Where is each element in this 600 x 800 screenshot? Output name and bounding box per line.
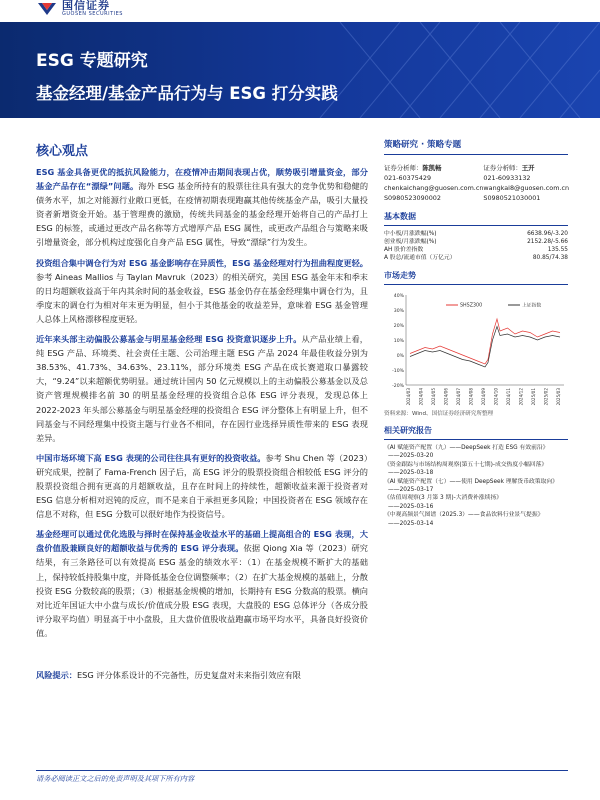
- logo-bar: [0, 0, 600, 22]
- x-tick-label: 2024/12: [518, 388, 524, 406]
- x-tick-label: 2024/05: [431, 388, 436, 406]
- paragraph-3: [36, 332, 368, 445]
- logo-en: GUOSEN SECURITIES: [62, 11, 123, 17]
- related-report-date: ——2025-03-20: [388, 453, 434, 460]
- analyst-2: [483, 163, 569, 203]
- paragraph-5-highlight: 基金经理可以通过优化选股与择时在保持基金收益水平的基础上提高组合的 ESG 表现，大盘价值股兼顾良好的超额收益与优秀的 ESG 评分表现。: [36, 529, 368, 554]
- related-report-date: ——2025-03-18: [388, 470, 434, 477]
- paragraph-4-highlight: 中国市场环境下高 ESG 表现的公司往往具有更好的投资收益。: [36, 452, 266, 463]
- risk-label: 风险提示：: [36, 670, 77, 680]
- y-tick-label: -20%: [392, 384, 404, 389]
- y-tick-label: -10%: [392, 369, 404, 374]
- title-banner: [0, 22, 600, 118]
- legend-label: 上证指数: [522, 303, 542, 309]
- analyst-name: 王开: [521, 164, 535, 172]
- x-tick-label: 2024/04: [418, 388, 424, 406]
- basic-data-table: [384, 230, 568, 262]
- x-tick-label: 2025/02: [543, 388, 549, 406]
- y-tick-label: 20%: [393, 324, 404, 329]
- analyst-name: 陈凯畅: [422, 164, 442, 172]
- analyst-1: [384, 163, 483, 203]
- stat-label: 创业板/月涨跌幅(%): [384, 239, 437, 245]
- stats-row: [384, 254, 568, 262]
- core-views-column: [36, 140, 368, 646]
- x-tick-label: 2024/11: [506, 388, 511, 406]
- x-tick-label: 2024/10: [493, 388, 499, 406]
- basic-data-heading: 基本数据: [384, 211, 568, 226]
- x-tick-label: 2024/06: [443, 388, 449, 406]
- related-report-title[interactable]: 《中观高频景气图谱（2025.3）——食品饮料行业景气提振》: [384, 512, 544, 519]
- market-trend-chart: [384, 289, 568, 407]
- guosen-logo-icon: [36, 1, 58, 17]
- series-line: [410, 327, 560, 368]
- paragraph-5: [36, 527, 368, 640]
- analyst-cert: S0980523090002: [384, 194, 441, 202]
- stat-value: 135.55: [547, 247, 568, 253]
- related-report-date: ——2025-03-17: [388, 487, 434, 494]
- report-title: 基金经理/基金产品行为与 ESG 打分实践: [36, 84, 338, 103]
- logo-cn: 国信证券: [62, 0, 110, 12]
- analyst-label: 证券分析师：: [384, 164, 423, 172]
- chart-source: 资料来源：Wind、国信证券经济研究所整理: [384, 411, 494, 417]
- related-report-date: ——2025-03-14: [388, 520, 434, 527]
- x-tick-label: 2024/08: [468, 388, 474, 406]
- x-tick-label: 2024/07: [456, 388, 461, 406]
- risk-warning: [36, 670, 301, 681]
- core-views-heading: 核心观点: [36, 144, 89, 159]
- stat-label: AH 股价差指数: [384, 247, 424, 253]
- paragraph-3-highlight: 近年来头部主动偏股公募基金与明星基金经理 ESG 投资意识逐步上升。: [36, 334, 302, 345]
- related-reports-heading: 相关研究报告: [384, 425, 568, 440]
- related-report-date: ——2025-03-16: [388, 503, 434, 510]
- paragraph-2-highlight: 投资组合集中调仓行为对 ESG 基金影响存在异质性，ESG 基金经理对行为扭曲程度更轻。: [36, 257, 368, 268]
- report-series: ESG 专题研究: [36, 51, 148, 71]
- paragraph-4-text: 参考 Shu Chen 等（2023）研究成果，控制了 Fama-French 因子后，高 ESG 评分的股票投资组合相较低 ESG 评分的股票投资组合拥有更高的月超额收益，且存在时间上的持续性，超额收益来源于投资者对 ESG 信息分析相对迟钝的反应，而不是来自于承担更多风险；中国投资者在 ESG 领域存在信息不对称，但 ESG 分数可以很好地作为投资信号。: [36, 452, 368, 520]
- stat-label: A 股总/流通市值（万亿元）: [384, 255, 456, 261]
- footer-disclaimer: 请务必阅读正文之后的免责声明及其项下所有内容: [36, 774, 195, 783]
- y-tick-label: 10%: [393, 339, 404, 344]
- risk-text: ESG 评分体系设计的不完备性，历史复盘对未来指引效应有限: [76, 670, 301, 680]
- stat-value: 2152.28/-5.66: [527, 239, 568, 245]
- paragraph-3-text: 从产品业绩上看，纯 ESG 产品、环境类、社会责任主题、公司治理主题 ESG 产品 2024 年最佳收益分别为 38.53%、41.73%、34.63%、23.11%，部分环境类 ESG 产品在成长赛道取口暴露较大，“9.24”以来超额优势明显。通过统计国内 50 亿元规模以上的主动偏股公募基金以及总资产管理规模排名前 30 的明星基金经理的投资组合总体 ESG 评分表现，发现总体上 2022-2023 年头部公募基金与明星基金经理的投资组合 ESG 评分整体上有明显上升，但不同基金与不同经理集中投资主题与行业各不相同，存在因行业选择异质性带来的 ESG 表现差异。: [36, 334, 368, 443]
- stat-value: 80.85/74.38: [532, 255, 568, 261]
- related-report-title[interactable]: 《AI 赋能资产配置（七）——使用 DeepSeek 理解货币政策取向》: [384, 478, 558, 485]
- footer-divider: [36, 770, 568, 771]
- stat-label: 中小板/月涨跌幅(%): [384, 231, 437, 237]
- related-report-title[interactable]: 《估值周观察(3 月第 3 期)-大消费补涨续扬》: [384, 495, 503, 502]
- y-tick-label: 30%: [393, 309, 404, 314]
- series-line: [410, 319, 560, 364]
- analysts: [384, 163, 568, 203]
- stats-row: [384, 246, 568, 254]
- analyst-email[interactable]: chenkaichang@guosen.com.cn: [384, 184, 484, 192]
- analyst-phone: 021-60933132: [483, 174, 531, 182]
- x-tick-label: 2025/01: [531, 388, 536, 406]
- y-tick-label: 40%: [393, 294, 404, 299]
- related-report-title[interactable]: 《AI 赋能资产配置（九）——DeepSeek 打造 ESG 有效前沿》: [384, 445, 549, 451]
- related-reports-list: [384, 444, 568, 528]
- related-report-title[interactable]: 《资金跟踪与市场结构周观察(第五十七期)-成交热度小幅回落》: [384, 461, 548, 468]
- paragraph-1: [36, 165, 368, 250]
- paragraph-5-text: 依据 Qiong Xia 等（2023）研究结果，有三条路径可以有效提高 ESG 基金的绩效水平：（1）在基金规模不断扩大的基础上，保持较低持股集中度，并降低基金仓位调整频率；（2）在扩大基金规模的基础上，分散投资 ESG 分数较高的股票；（3）根据基金规模的增加，长期持有 ESG 分数高的股票。横向对比近年国证大中小盘与成长/价值成分股 ESG 表现，大盘股的 ESG 总体评分（各成分股评分取平均值）明显高于中小盘股，且大盘价值股收益跑赢市场平均水平，具备良好投资价值。: [36, 543, 368, 638]
- stats-row: [384, 238, 568, 246]
- stats-row: [384, 230, 568, 238]
- analyst-label: 证券分析师：: [483, 164, 522, 172]
- analyst-cert: S0980521030001: [483, 194, 541, 202]
- paragraph-2-text: 参考 Aineas Mallios 与 Taylan Mavruk（2023）的相关研究，美国 ESG 基金年末和季末的日均超额收益高于年内其余时间的基金收益，ESG 基金仍存在基金经理集中调仓行为，且季度末的调仓行为相对年末更为明显，但小于其他基金的收益差异，意味着 ESG 基金管理人总体上风格漂移程度更轻。: [36, 271, 368, 324]
- y-tick-label: 0%: [396, 354, 404, 359]
- x-tick-label: 2025/03: [556, 388, 561, 406]
- sidebar-column: [384, 138, 568, 528]
- analyst-email[interactable]: wangkai8@guosen.com.cn: [483, 184, 570, 192]
- market-trend-heading: 市场走势: [384, 270, 568, 285]
- market-trend-svg: [384, 289, 568, 407]
- legend-label: SHSZ300: [460, 303, 483, 309]
- stat-value: 6638.96/-3.20: [527, 231, 568, 237]
- logo: [36, 0, 123, 17]
- paragraph-1-text: 海外 ESG 基金所持有的股票往往具有强大的竞争优势和稳健的债务水平，加之对能源行业敞口更低，在疫情初期表现跑赢其他传统基金产品，吸引大量投资者新增资金开始。基于管理费的激励，传统共同基金的基金经理开始将自己的产品打上 ESG 的标签，或通过更改产品名称等方式增厚产品 ESG 属性，或更改产品组合与策略来吸引增量资金，部分机构过度强化自身产品 ESG 属性，导致“漂绿”行为发生。: [36, 181, 369, 248]
- x-tick-label: 2024/03: [406, 388, 411, 406]
- x-tick-label: 2024/09: [481, 388, 486, 406]
- paragraph-4: [36, 451, 368, 521]
- paragraph-2: [36, 256, 368, 326]
- paragraph-1-highlight: ESG 基金具备更优的抵抗风险能力，在疫情冲击期间表现占优，顺势吸引增量资金，部分基金产品存在“漂绿”问题。: [36, 167, 368, 192]
- analyst-phone: 021-60375429: [384, 174, 432, 182]
- report-type: 策略研究 · 策略专题: [384, 138, 568, 155]
